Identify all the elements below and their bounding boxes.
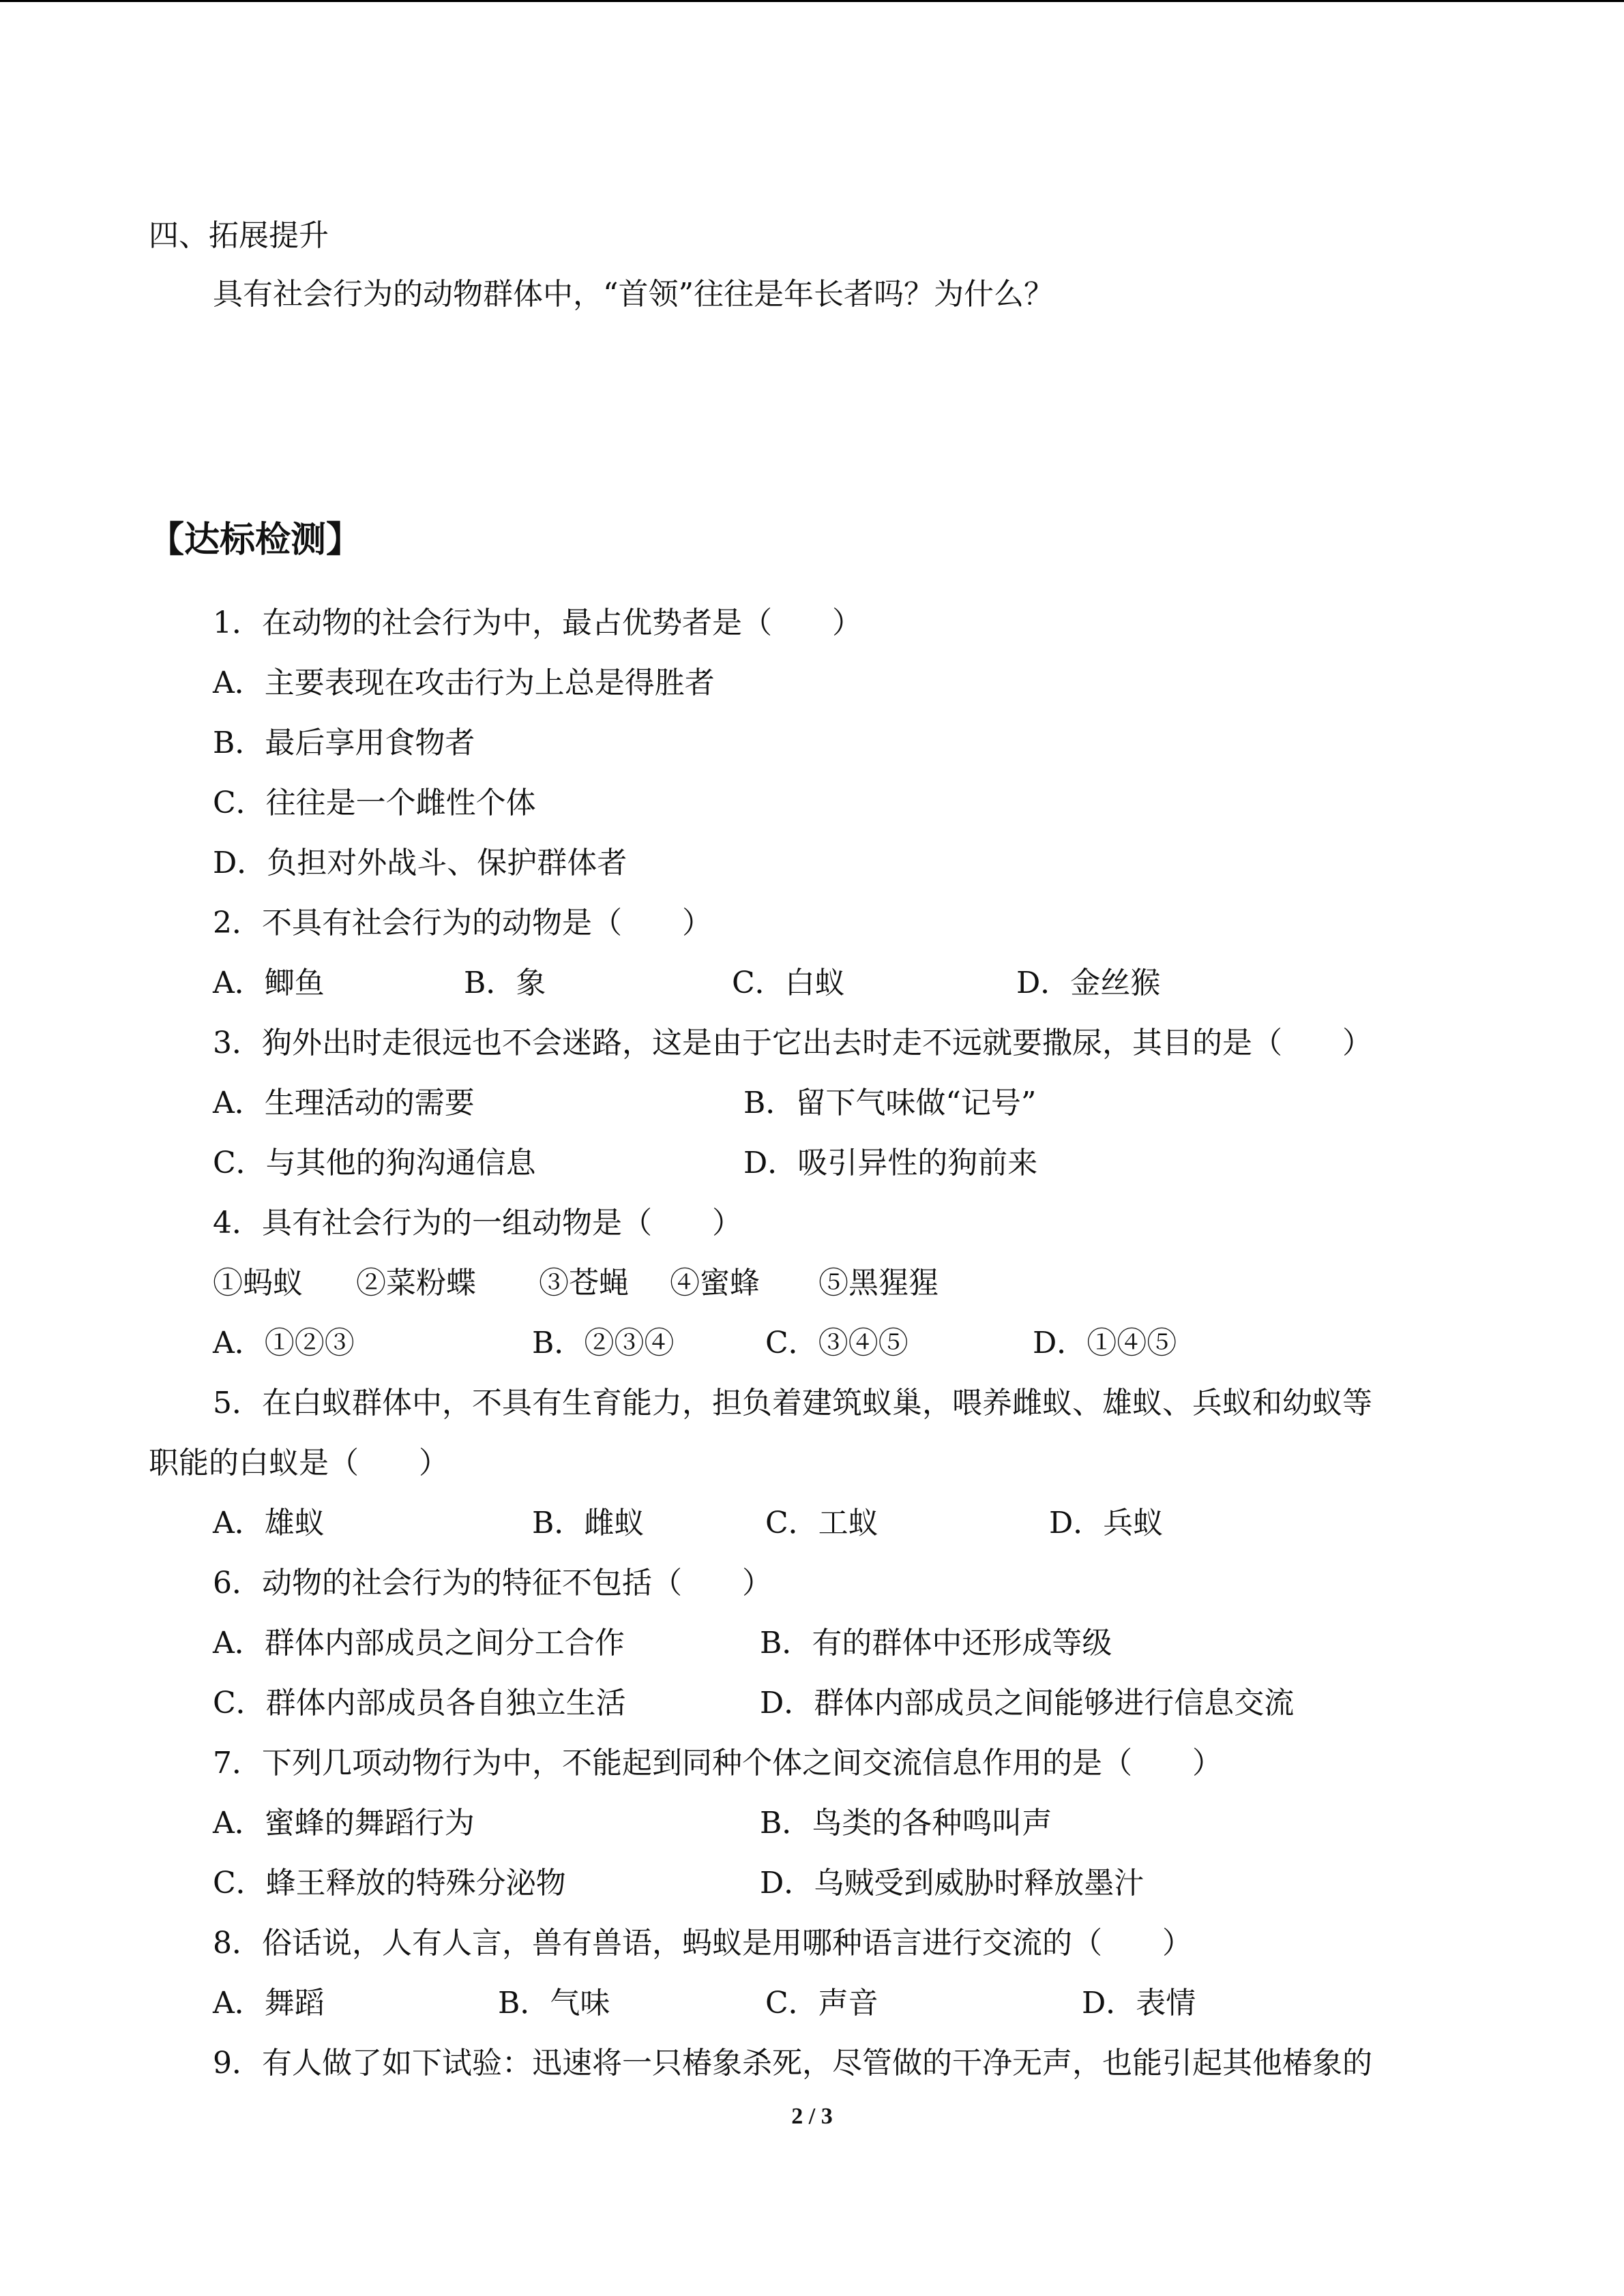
q4-item-5: ⑤黑猩猩 bbox=[818, 1266, 939, 1300]
q3-option-a: A．生理活动的需要 bbox=[213, 1086, 475, 1120]
section-title: 四、拓展提升 bbox=[149, 218, 329, 253]
q2-option-b: B．象 bbox=[464, 966, 546, 1000]
q2-option-c: C．白蚁 bbox=[732, 966, 845, 1000]
q5-option-c: C．工蚁 bbox=[765, 1506, 879, 1540]
q4-item-4: ④蜜蜂 bbox=[670, 1266, 760, 1300]
q2-stem: 2．不具有社会行为的动物是（ ） bbox=[213, 906, 712, 940]
page-number: 2 / 3 bbox=[791, 2104, 833, 2129]
q5-stem-continued: 职能的白蚁是（ ） bbox=[149, 1446, 449, 1480]
q6-option-d: D．群体内部成员之间能够进行信息交流 bbox=[760, 1686, 1295, 1720]
q9-stem: 9．有人做了如下试验：迅速将一只椿象杀死，尽管做的干净无声，也能引起其他椿象的 bbox=[213, 2046, 1372, 2081]
extension-question: 具有社会行为的动物群体中，“首领”往往是年长者吗？为什么？ bbox=[213, 277, 1054, 312]
q4-option-d: D．①④⑤ bbox=[1033, 1326, 1177, 1360]
q1-option-c: C．往往是一个雌性个体 bbox=[213, 786, 536, 820]
q2-option-a: A．鲫鱼 bbox=[213, 966, 325, 1000]
q8-option-d: D．表情 bbox=[1082, 1986, 1196, 2021]
q5-option-d: D．兵蚁 bbox=[1049, 1506, 1164, 1540]
q7-option-b: B．鸟类的各种鸣叫声 bbox=[760, 1806, 1052, 1840]
q6-option-b: B．有的群体中还形成等级 bbox=[760, 1626, 1112, 1660]
q1-option-b: B．最后享用食物者 bbox=[213, 726, 475, 760]
q4-option-c: C．③④⑤ bbox=[765, 1326, 909, 1360]
q5-option-b: B．雌蚁 bbox=[532, 1506, 645, 1540]
q8-option-b: B．气味 bbox=[498, 1986, 610, 2021]
q6-stem: 6．动物的社会行为的特征不包括（ ） bbox=[213, 1566, 772, 1600]
q7-stem: 7．下列几项动物行为中，不能起到同种个体之间交流信息作用的是（ ） bbox=[213, 1746, 1222, 1780]
q6-option-c: C．群体内部成员各自独立生活 bbox=[213, 1686, 626, 1720]
q7-option-c: C．蜂王释放的特殊分泌物 bbox=[213, 1866, 566, 1900]
q7-option-a: A．蜜蜂的舞蹈行为 bbox=[213, 1806, 475, 1840]
q8-stem: 8．俗话说，人有人言，兽有兽语，蚂蚁是用哪种语言进行交流的（ ） bbox=[213, 1926, 1192, 1960]
q8-option-a: A．舞蹈 bbox=[213, 1986, 325, 2021]
q1-stem: 1．在动物的社会行为中，最占优势者是（ ） bbox=[213, 606, 862, 640]
q4-stem: 4．具有社会行为的一组动物是（ ） bbox=[213, 1206, 742, 1240]
q2-option-d: D．金丝猴 bbox=[1016, 966, 1161, 1000]
q5-option-a: A．雄蚁 bbox=[213, 1506, 325, 1540]
q8-option-c: C．声音 bbox=[765, 1986, 879, 2021]
q4-item-3: ③苍蝇 bbox=[539, 1266, 629, 1300]
q6-option-a: A．群体内部成员之间分工合作 bbox=[213, 1626, 625, 1660]
q1-option-d: D．负担对外战斗、保护群体者 bbox=[213, 846, 628, 880]
top-border-line bbox=[0, 0, 1624, 2]
q3-stem: 3．狗外出时走很远也不会迷路，这是由于它出去时走不远就要撒尿，其目的是（ ） bbox=[213, 1026, 1372, 1060]
q4-item-1: ①蚂蚁 bbox=[213, 1266, 303, 1300]
q4-option-a: A．①②③ bbox=[213, 1326, 355, 1360]
q1-option-a: A．主要表现在攻击行为上总是得胜者 bbox=[213, 666, 715, 700]
q3-option-c: C．与其他的狗沟通信息 bbox=[213, 1146, 536, 1180]
q3-option-b: B．留下气味做“记号” bbox=[743, 1086, 1037, 1120]
q5-stem: 5．在白蚁群体中，不具有生育能力，担负着建筑蚁巢，喂养雌蚁、雄蚁、兵蚁和幼蚁等 bbox=[213, 1386, 1372, 1420]
q4-item-2: ②菜粉蝶 bbox=[356, 1266, 476, 1300]
q7-option-d: D．乌贼受到威胁时释放墨汁 bbox=[760, 1866, 1145, 1900]
heading-assessment: 【达标检测】 bbox=[149, 520, 362, 561]
q4-option-b: B．②③④ bbox=[532, 1326, 675, 1360]
q3-option-d: D．吸引异性的狗前来 bbox=[743, 1146, 1038, 1180]
